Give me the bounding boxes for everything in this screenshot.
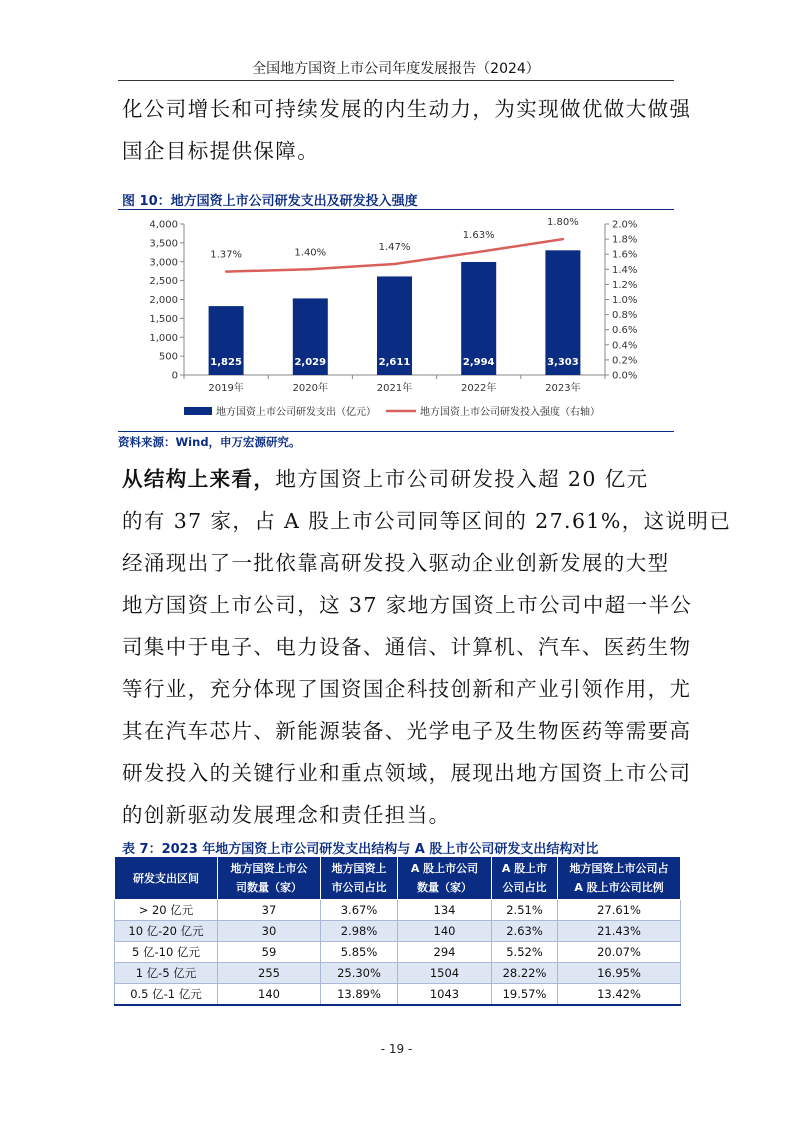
y-right-tick-label: 0.4% <box>612 340 638 352</box>
figure-top-rule <box>118 209 674 210</box>
paragraph-2 <box>122 458 732 836</box>
y-left-tick-label: 1,500 <box>149 313 178 325</box>
x-tick-label: 2021年 <box>376 383 413 394</box>
y-right-tick-label: 1.0% <box>612 295 638 306</box>
header-divider <box>118 80 674 81</box>
y-left-tick-label: 2,000 <box>149 295 178 306</box>
paragraph-line: 研发投入的关键行业和重点领域，展现出地方国资上市公司 <box>122 761 692 785</box>
y-left-tick-label: 500 <box>158 351 178 363</box>
table-cell: 27.61% <box>558 900 681 921</box>
intensity-value-label: 1.40% <box>294 247 327 259</box>
table-cell: 255 <box>218 963 321 984</box>
rd-chart <box>118 212 674 428</box>
y-right-tick-label: 0.0% <box>612 370 638 382</box>
y-left-tick-label: 3,500 <box>149 238 178 250</box>
table-cell: 25.30% <box>321 963 398 984</box>
table-cell: 3.67% <box>321 900 398 921</box>
figure-source: 资料来源：Wind，申万宏源研究。 <box>118 435 301 449</box>
table-cell: 59 <box>218 942 321 963</box>
legend-bar-swatch <box>184 407 212 415</box>
y-right-tick-label: 1.2% <box>612 279 638 291</box>
table-cell: 10 亿-20 亿元 <box>115 921 218 942</box>
table-cell: 5.52% <box>492 942 558 963</box>
y-left-tick-label: 3,000 <box>149 257 178 269</box>
page-number: - 19 - <box>380 1042 413 1056</box>
table-cell: 28.22% <box>492 963 558 984</box>
table-row <box>115 942 681 963</box>
x-tick-label: 2019年 <box>208 383 244 394</box>
table-header-row <box>115 857 681 900</box>
figure-bottom-rule <box>118 431 674 432</box>
paragraph-line: 的创新驱动发展理念和责任担当。 <box>122 803 451 827</box>
bar-value-label: 2,994 <box>462 357 495 368</box>
y-right-tick-label: 0.6% <box>612 325 638 337</box>
table-cell: 2.98% <box>321 921 398 942</box>
intensity-value-label: 1.47% <box>378 242 411 254</box>
report-header: 全国地方国资上市公司年度发展报告（2024） <box>252 61 540 77</box>
table-cell: 37 <box>218 900 321 921</box>
table-cell: 16.95% <box>558 963 681 984</box>
intensity-value-label: 1.80% <box>547 217 579 229</box>
intensity-point <box>309 268 311 270</box>
table-cell: 0.5 亿-1 亿元 <box>115 984 218 1006</box>
table-cell: 20.07% <box>558 942 681 963</box>
legend-line-label: 地方国资上市公司研发投入强度（右轴） <box>420 407 600 418</box>
bar-value-label: 1,825 <box>210 357 242 368</box>
column-header: 地方国资上市公 司数量（家） <box>218 857 321 900</box>
table-row <box>115 900 681 921</box>
column-header: A 股上市 公司占比 <box>492 857 558 900</box>
paragraph-line: 地方国资上市公司，这 37 家地方国资上市公司中超一半公 <box>122 593 693 617</box>
table-row <box>115 921 681 942</box>
table-cell: 140 <box>218 984 321 1006</box>
table-cell: 21.43% <box>558 921 681 942</box>
intensity-point <box>562 238 564 240</box>
intensity-value-label: 1.63% <box>462 229 495 241</box>
table-cell: 5.85% <box>321 942 398 963</box>
legend-bar-label: 地方国资上市公司研发支出（亿元） <box>216 407 376 418</box>
bar-value-label: 2,611 <box>378 357 411 368</box>
y-left-tick-label: 4,000 <box>149 219 178 231</box>
table-cell: 2.63% <box>492 921 558 942</box>
column-header: 地方国资上市公司占 A 股上市公司比例 <box>558 857 681 900</box>
column-header: 地方国资上 市公司占比 <box>321 857 398 900</box>
table-cell: 140 <box>398 921 492 942</box>
intensity-point <box>393 263 395 265</box>
table-cell: 13.42% <box>558 984 681 1006</box>
table-cell: 134 <box>398 900 492 921</box>
column-header: 研发支出区间 <box>115 857 218 900</box>
table-cell: 19.57% <box>492 984 558 1006</box>
paragraph-line: 经涌现出了一批依靠高研发投入驱动企业创新发展的大型 <box>122 551 670 575</box>
intensity-value-label: 1.37% <box>210 249 242 261</box>
table-cell: 5 亿-10 亿元 <box>115 942 218 963</box>
table-cell: 294 <box>398 942 492 963</box>
x-tick-label: 2020年 <box>292 383 329 394</box>
paragraph-line: 其在汽车芯片、新能源装备、光学电子及生物医药等需要高 <box>122 719 692 743</box>
paragraph-lead: 从结构上来看， <box>122 467 276 491</box>
paragraph-1 <box>122 88 692 172</box>
column-header: A 股上市公司 数量（家） <box>398 857 492 900</box>
intensity-point <box>225 270 227 272</box>
y-right-tick-label: 1.8% <box>612 234 638 246</box>
table-row <box>115 984 681 1006</box>
table-cell: 1504 <box>398 963 492 984</box>
paragraph-line: 司集中于电子、电力设备、通信、计算机、汽车、医药生物 <box>122 635 692 659</box>
figure-caption: 图 10：地方国资上市公司研发支出及研发投入强度 <box>122 194 418 209</box>
x-tick-label: 2023年 <box>545 383 581 394</box>
y-right-tick-label: 1.4% <box>612 264 638 276</box>
paragraph-line: 等行业，充分体现了国资国企科技创新和产业引领作用，尤 <box>122 677 692 701</box>
paragraph-text: 地方国资上市公司研发投入超 20 亿元 <box>275 467 649 491</box>
y-right-tick-label: 0.2% <box>612 355 638 367</box>
paragraph-line: 的有 37 家，占 A 股上市公司同等区间的 27.61%，这说明已 <box>122 509 732 533</box>
table-cell: > 20 亿元 <box>115 900 218 921</box>
paragraph-line: 国企目标提供保障。 <box>122 139 320 163</box>
table-cell: 2.51% <box>492 900 558 921</box>
table-cell: 1043 <box>398 984 492 1006</box>
y-left-tick-label: 0 <box>171 370 178 382</box>
table-caption: 表 7：2023 年地方国资上市公司研发支出结构与 A 股上市公司研发支出结构对比 <box>122 842 599 857</box>
bar-value-label: 2,029 <box>294 357 327 368</box>
paragraph-line <box>122 458 672 500</box>
y-right-tick-label: 0.8% <box>612 310 638 322</box>
y-left-tick-label: 2,500 <box>149 276 178 288</box>
y-left-tick-label: 1,000 <box>149 332 178 344</box>
y-right-tick-label: 1.6% <box>612 249 638 261</box>
y-right-tick-label: 2.0% <box>612 219 638 231</box>
paragraph-line: 化公司增长和可持续发展的内生动力，为实现做优做大做强 <box>122 97 692 121</box>
bar-value-label: 3,303 <box>547 357 579 368</box>
x-tick-label: 2022年 <box>460 383 497 394</box>
table-cell: 13.89% <box>321 984 398 1006</box>
table-row <box>115 963 681 984</box>
table-cell: 30 <box>218 921 321 942</box>
rd-structure-table <box>114 856 681 1006</box>
table-cell: 1 亿-5 亿元 <box>115 963 218 984</box>
intensity-point <box>478 251 480 253</box>
